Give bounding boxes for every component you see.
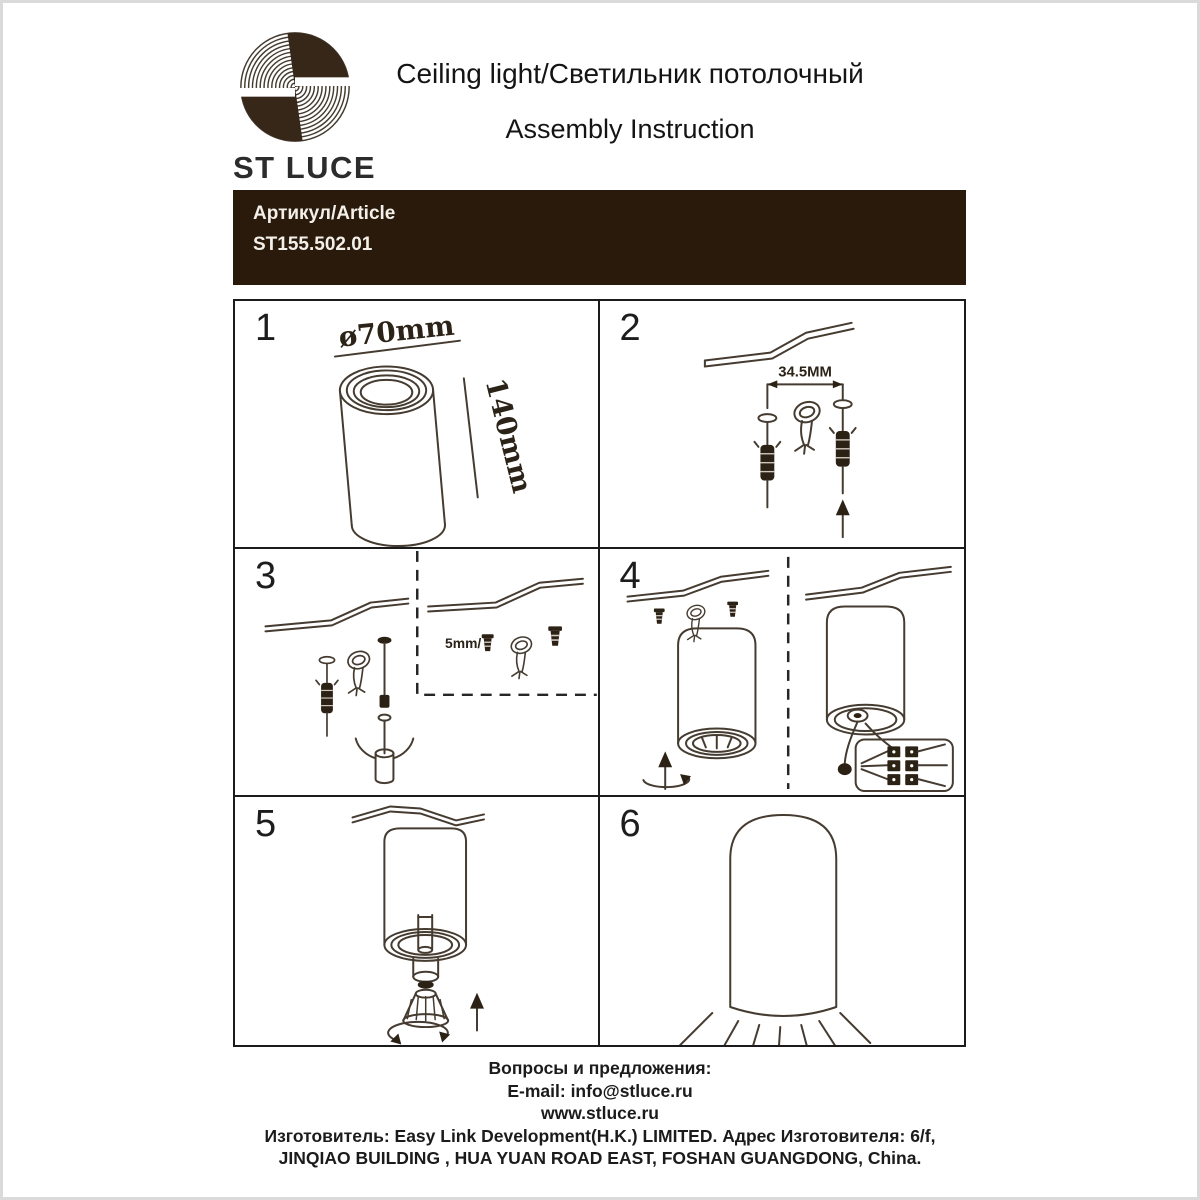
cable-hook-icon (791, 399, 822, 454)
step-5-panel (235, 797, 600, 1045)
insert-up-arrow-icon (835, 499, 849, 537)
assembly-steps-grid (233, 299, 966, 1047)
article-label: Артикул/Article (253, 203, 396, 224)
step-3-panel (235, 549, 600, 797)
article-code: ST155.502.01 (253, 234, 373, 255)
step-3-number: 3 (255, 555, 277, 597)
light-rays-icon (680, 1013, 870, 1045)
screw-icon (482, 634, 494, 651)
step-4-diagram-mounting-and-wiring (600, 549, 965, 795)
detail-inset-dashed-border (417, 551, 597, 695)
step-6-diagram-finished-light (600, 797, 965, 1045)
step-2-diagram-drilling (600, 301, 965, 547)
cable-hook-icon (685, 603, 706, 642)
step-6-number: 6 (619, 803, 641, 845)
step-2-number: 2 (619, 307, 641, 349)
terminal-block-inset (855, 739, 952, 791)
step-5-diagram-bulb-installation (235, 797, 598, 1045)
wall-plug-icon (316, 657, 338, 736)
article-bar (233, 190, 966, 285)
lift-up-arrow-icon (658, 751, 672, 789)
stluce-spiral-logo-icon (237, 26, 353, 148)
footer-contacts (0, 1057, 1200, 1170)
footer-questions-line: Вопросы и предложения: (488, 1058, 712, 1078)
step-5-number: 5 (255, 803, 277, 845)
diameter-dimension-label: ø70mm (337, 308, 456, 354)
stluce-logo (237, 26, 353, 148)
step-1-number: 1 (255, 307, 277, 349)
footer-address-line: JINQIAO BUILDING , HUA YUAN ROAD EAST, FOSHAN GUANGDONG, China. (278, 1148, 922, 1168)
height-dimension-label: 140mm (478, 374, 539, 497)
page-subtitle: Assembly Instruction (505, 114, 755, 144)
step-6-panel (600, 797, 965, 1045)
drill-size-label: 5mm/ (445, 635, 482, 652)
document-titles (350, 58, 910, 145)
cable-hook-icon (509, 634, 534, 678)
insert-up-arrow-icon (470, 993, 484, 1031)
cable-hook-icon (346, 649, 372, 696)
footer-manufacturer-line: Изготовитель: Easy Link Development(H.K.) LIMITED. Адрес Изготовителя: 6/f, (264, 1125, 936, 1146)
screw-icon (727, 602, 738, 617)
screw-icon (653, 609, 664, 624)
step-4-panel (600, 549, 965, 797)
step-1-panel (235, 301, 600, 549)
step-3-diagram-anchors (235, 549, 598, 795)
screw-icon (548, 626, 562, 645)
footer-website-line: www.stluce.ru (541, 1103, 659, 1123)
step-2-panel (600, 301, 965, 549)
wall-plug-icon (829, 400, 855, 493)
step-1-diagram-lamp-dimensions (235, 301, 598, 547)
footer-email-line: E-mail: info@stluce.ru (507, 1080, 693, 1101)
step-4-number: 4 (619, 555, 641, 597)
wall-plug-icon (754, 414, 780, 507)
spacing-dimension-label: 34.5MM (777, 364, 832, 381)
page-title: Ceiling light/Светильник потолочный (396, 58, 864, 89)
brand-name: ST LUCE (233, 150, 377, 185)
